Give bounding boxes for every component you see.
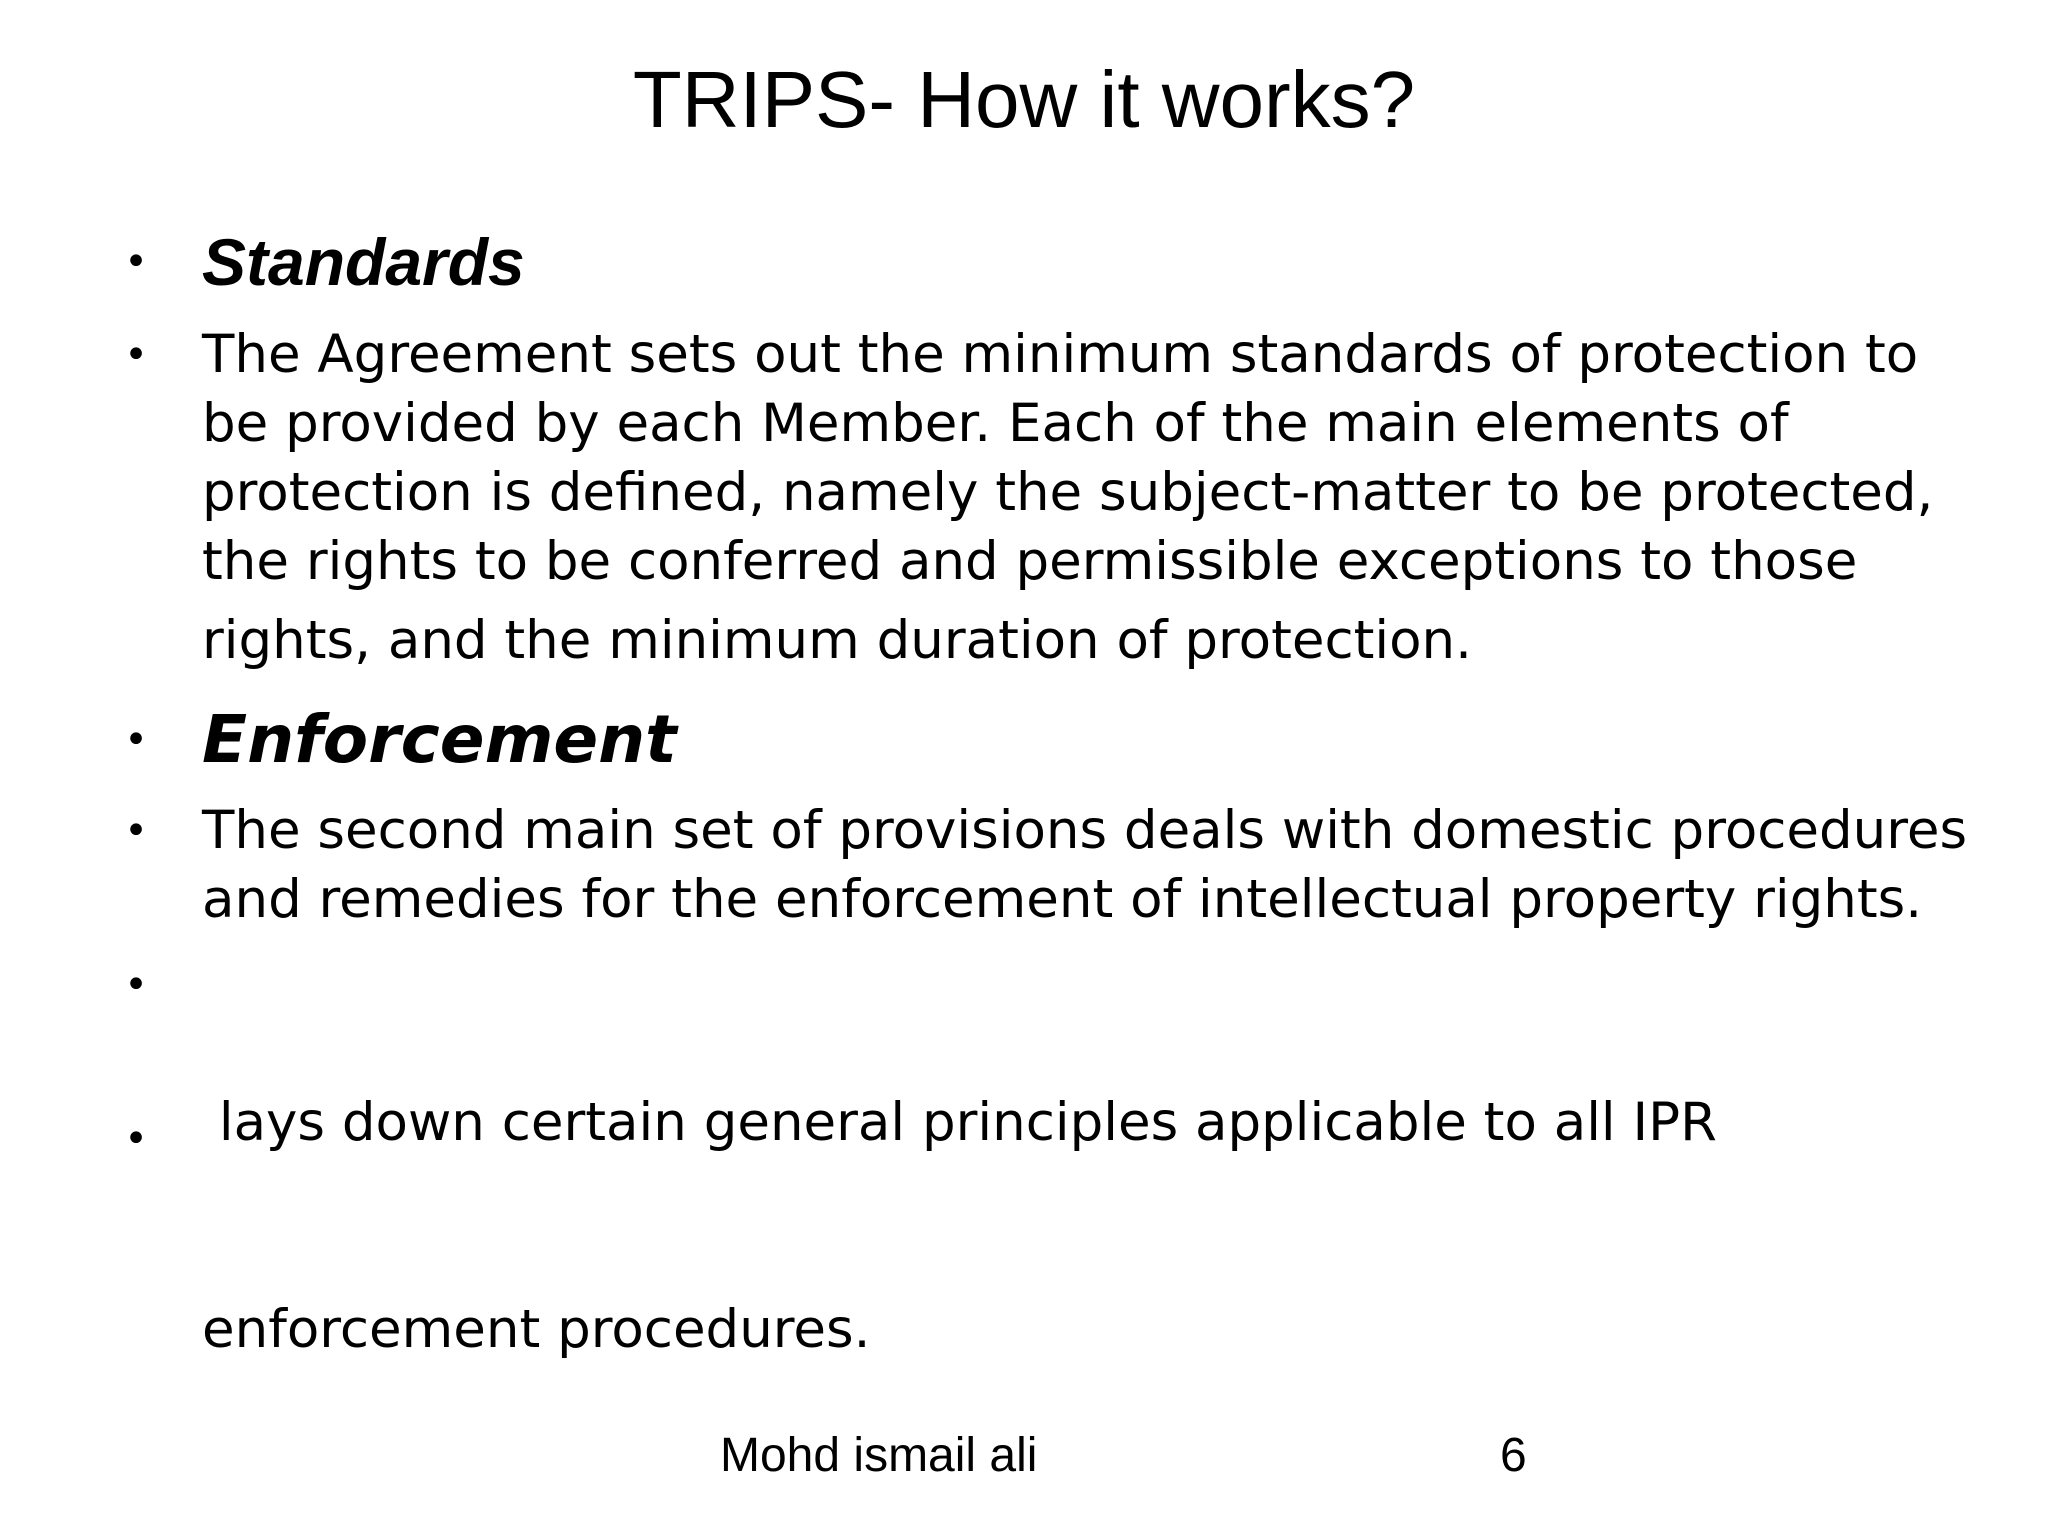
bullet-text-enforcement (202, 796, 1968, 934)
bullet-line: rights, and the minimum duration of protection. (202, 610, 1472, 671)
bullet-line: and remedies for the enforcement of intellectual property rights. (202, 869, 1923, 930)
slide-title: TRIPS- How it works? (632, 55, 1416, 144)
section-heading-standards (202, 222, 1962, 302)
bullet-marker: • (124, 332, 148, 378)
bullet-line: lays down certain general principles applicable to all IPR (202, 1092, 1717, 1153)
footer-page-number: 6 (1500, 1429, 1527, 1482)
bullet-marker: • (124, 717, 148, 763)
footer-author: Mohd ismail ali (720, 1429, 1038, 1482)
bullet-text-general-principles (202, 950, 1962, 1502)
bullet-line: The Agreement sets out the minimum standards of protection to (202, 324, 1919, 385)
bullet-line: enforcement procedures. (202, 1299, 871, 1360)
bullet-marker: • (124, 1116, 148, 1162)
bullet-line: be provided by each Member. Each of the main elements of (202, 393, 1789, 454)
bullet-line: the rights to be conferred and permissible exceptions to those (202, 531, 1858, 592)
bullet-marker: • (124, 239, 148, 285)
bullet-line: Enforcement (202, 701, 677, 778)
bullet-line: Standards (202, 225, 525, 299)
bullet-text-standards (202, 320, 1962, 675)
bullet-line: protection is defined, namely the subject-matter to be protected, (202, 462, 1934, 523)
section-heading-enforcement (202, 700, 1962, 780)
bullet-line: The second main set of provisions deals with domestic procedures (202, 800, 1968, 861)
bullet-marker: • (124, 808, 148, 854)
bullet-marker: • (124, 962, 148, 1008)
